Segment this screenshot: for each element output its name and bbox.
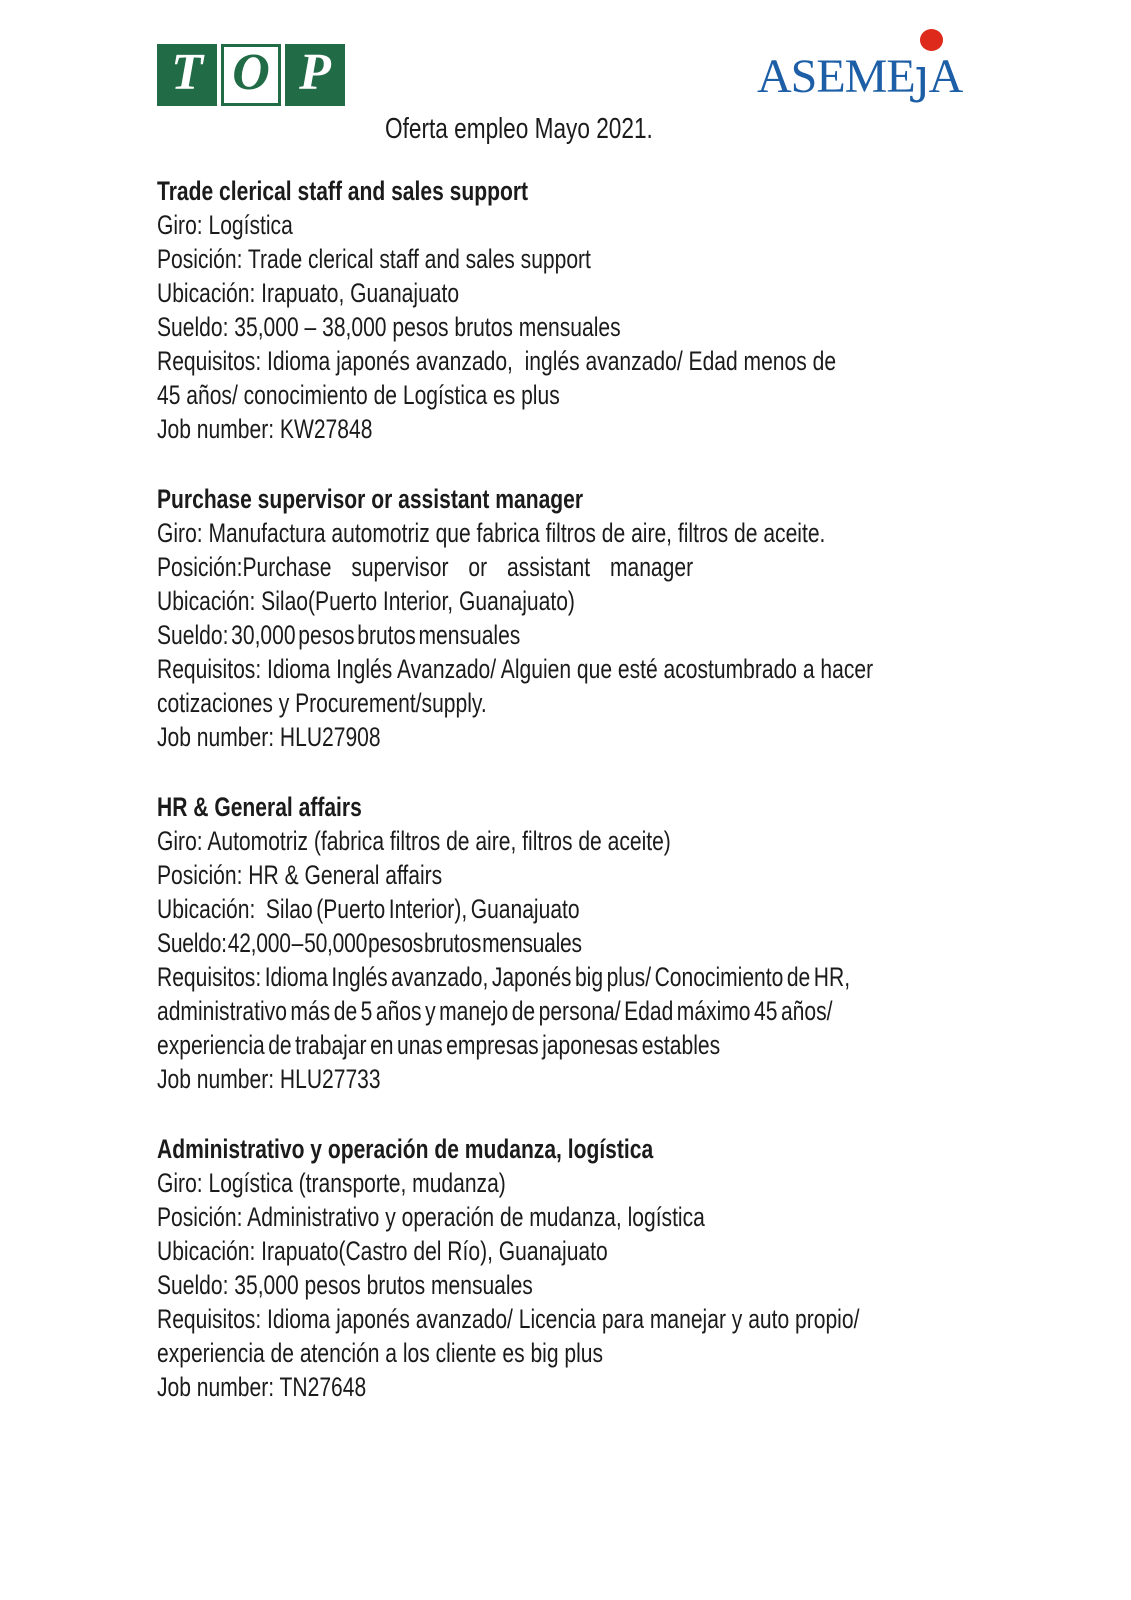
job-title: HR & General affairs <box>157 792 362 822</box>
job-requisitos-line-2: experiencia de atención a los cliente es big plus <box>157 1338 604 1368</box>
job-sueldo: Sueldo: 35,000 – 38,000 pesos brutos mensuales <box>157 312 621 342</box>
job-listings <box>157 174 1015 1440</box>
asemeja-logo-letter-j: ȷ <box>914 48 929 104</box>
job-listing-trade-clerical <box>157 174 1015 446</box>
job-requisitos-line-3: experiencia de trabajar en unas empresas japonesas estables <box>157 1030 721 1060</box>
job-giro: Giro: Logística (transporte, mudanza) <box>157 1168 506 1198</box>
job-posicion: Posición: Trade clerical staff and sales support <box>157 244 591 274</box>
top-logo <box>157 44 345 106</box>
job-posicion: Posición:Purchase supervisor or assistant manager <box>157 552 694 582</box>
asemeja-logo <box>757 48 963 104</box>
top-logo-letter-o: O <box>221 44 281 106</box>
top-logo-letter-t: T <box>157 44 217 106</box>
job-number: Job number: KW27848 <box>157 414 373 444</box>
job-requisitos-line-1: Requisitos: Idioma japonés avanzado, inglés avanzado/ Edad menos de <box>157 346 837 376</box>
job-sueldo: Sueldo: 35,000 pesos brutos mensuales <box>157 1270 533 1300</box>
job-listing-purchase-supervisor <box>157 482 1015 754</box>
job-number: Job number: HLU27733 <box>157 1064 381 1094</box>
job-giro: Giro: Automotriz (fabrica filtros de aire, filtros de aceite) <box>157 826 671 856</box>
job-ubicacion: Ubicación: Silao(Puerto Interior, Guanajuato) <box>157 586 575 616</box>
job-posicion: Posición: Administrativo y operación de mudanza, logística <box>157 1202 705 1232</box>
job-sueldo: Sueldo: 42,000 – 50,000 pesos brutos mensuales <box>157 928 582 958</box>
job-ubicacion: Ubicación: Silao (Puerto Interior), Guanajuato <box>157 894 580 924</box>
job-sueldo: Sueldo: 30,000 pesos brutos mensuales <box>157 620 521 650</box>
job-requisitos-line-2: 45 años/ conocimiento de Logística es plus <box>157 380 560 410</box>
job-title: Purchase supervisor or assistant manager <box>157 484 584 514</box>
asemeja-logo-text-right: A <box>928 50 963 103</box>
job-requisitos-line-1: Requisitos: Idioma japonés avanzado/ Licencia para manejar y auto propio/ <box>157 1304 860 1334</box>
job-listing-hr-general-affairs <box>157 790 1015 1096</box>
job-requisitos-line-1: Requisitos: Idioma Inglés avanzado, Japonés big plus/ Conocimiento de HR, <box>157 962 851 992</box>
job-listing-administrativo-mudanza <box>157 1132 1015 1404</box>
job-requisitos-line-2: administrativo más de 5 años y manejo de persona/ Edad máximo 45 años/ <box>157 996 833 1026</box>
job-title: Administrativo y operación de mudanza, logística <box>157 1134 654 1164</box>
job-posicion: Posición: HR & General affairs <box>157 860 443 890</box>
asemeja-red-dot-icon <box>920 29 943 51</box>
job-ubicacion: Ubicación: Irapuato(Castro del Río), Guanajuato <box>157 1236 608 1266</box>
page-title: Oferta empleo Mayo 2021. <box>385 113 653 145</box>
job-ubicacion: Ubicación: Irapuato, Guanajuato <box>157 278 460 308</box>
job-requisitos-line-1: Requisitos: Idioma Inglés Avanzado/ Alguien que esté acostumbrado a hacer <box>157 654 874 684</box>
top-logo-letter-p: P <box>285 44 345 106</box>
job-requisitos-line-2: cotizaciones y Procurement/supply. <box>157 688 487 718</box>
asemeja-logo-text-left: ASEME <box>757 50 915 103</box>
job-giro: Giro: Logística <box>157 210 293 240</box>
job-number: Job number: HLU27908 <box>157 722 381 752</box>
job-giro: Giro: Manufactura automotriz que fabrica filtros de aire, filtros de aceite. <box>157 518 826 548</box>
job-number: Job number: TN27648 <box>157 1372 367 1402</box>
job-title: Trade clerical staff and sales support <box>157 176 529 206</box>
